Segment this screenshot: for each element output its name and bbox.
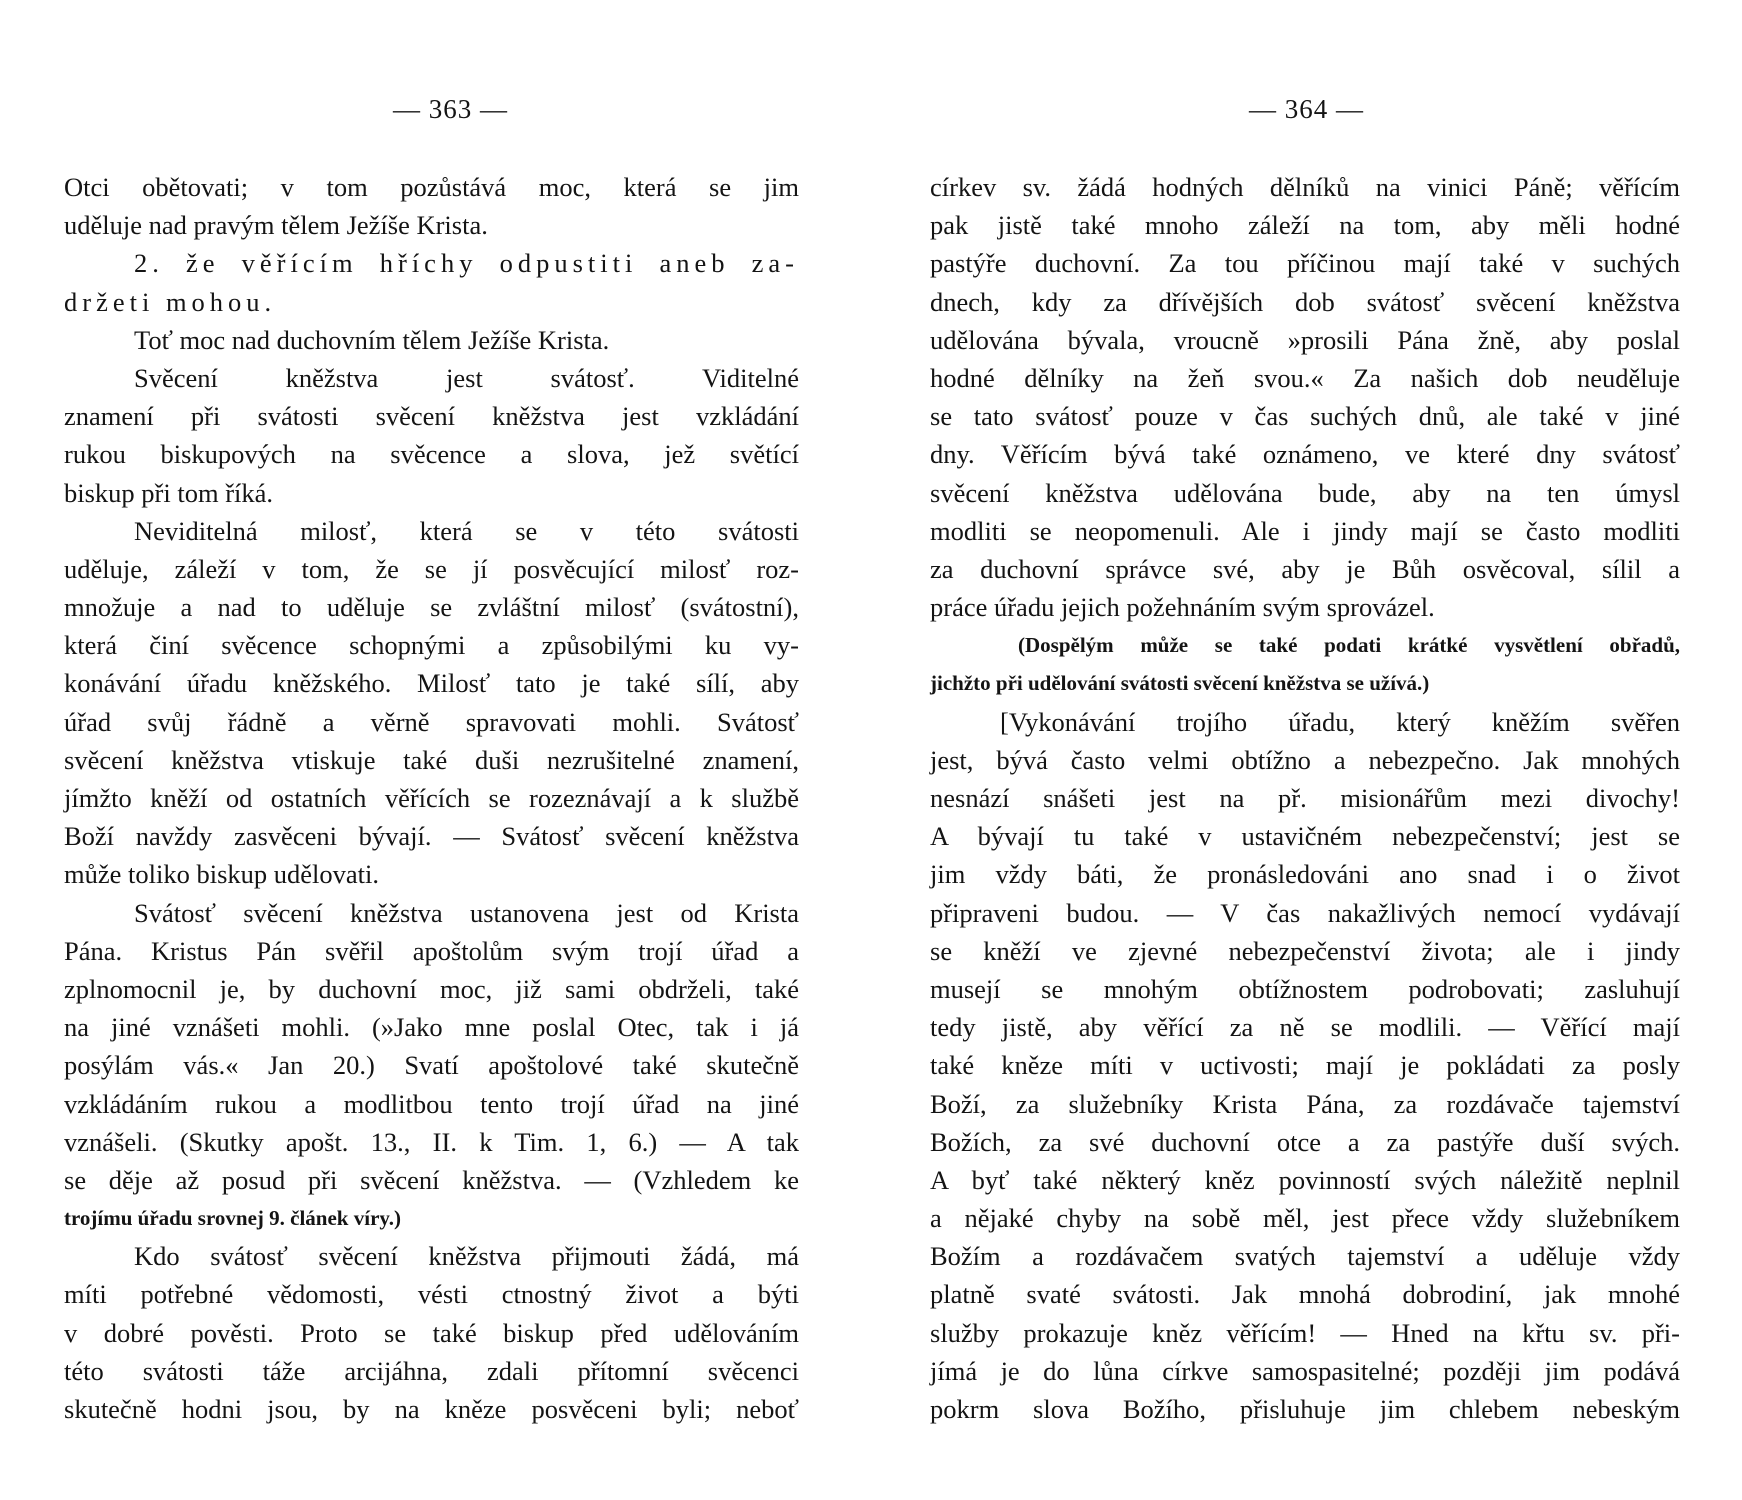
- text-line: A bývají tu také v ustavičném nebezpečenství; jest se: [930, 821, 1680, 852]
- text-line: svěcení kněžstva udělována bude, aby na ten úmysl: [930, 477, 1680, 508]
- text-line: se děje až posud při svěcení kněžstva. — (Vzhledem ke: [64, 1164, 799, 1195]
- text-line: na jiné vznášeti mohli. (»Jako mne poslal Otec, tak i já: [64, 1012, 799, 1043]
- text-line: skutečně hodni jsou, by na kněze posvěceni byli; neboť: [64, 1394, 799, 1424]
- text-line: svěcení kněžstva vtiskuje také duši nezrušitelné znamení,: [64, 744, 799, 775]
- text-line: Svěcení kněžstva jest svátosť. Viditelné: [134, 362, 799, 393]
- text-line: A byť také některý kněz povinností svých náležitě neplnil: [930, 1164, 1680, 1195]
- text-line: Pána. Kristus Pán svěřil apoštolům svým trojí úřad a: [64, 935, 799, 966]
- text-line: znamení při svátosti svěcení kněžstva jest vzkládání: [64, 401, 799, 432]
- text-line: této svátosti táže arcijáhna, zdali přítomní svěcenci: [64, 1355, 799, 1386]
- text-line: 2. že věřícím hříchy odpustiti aneb za-: [134, 248, 799, 279]
- text-line: trojímu úřadu srovnej 9. článek víry.): [64, 1206, 401, 1231]
- text-line: dny. Věřícím bývá také oznámeno, ve které dny svátosť: [930, 439, 1680, 470]
- text-line: udělována bývala, vroucně »prosili Pána žně, aby poslal: [930, 324, 1680, 355]
- text-line: církev sv. žádá hodných dělníků na vinici Páně; věřícím: [930, 172, 1680, 202]
- text-line: míti potřebné vědomosti, vésti ctnostný život a býti: [64, 1279, 799, 1310]
- page-text: [64, 168, 799, 1428]
- text-line: pak jistě také mnoho záleží na tom, aby měli hodné: [930, 210, 1680, 241]
- text-line: uděluje nad pravým tělem Ježíše Krista.: [64, 210, 488, 241]
- page-text: [930, 168, 1680, 1428]
- text-line: tedy jistě, aby věřící za ně se modlili. — Věřící mají: [930, 1012, 1680, 1043]
- text-line: která činí svěcence schopnými a způsobilými ku vy-: [64, 630, 799, 661]
- text-line: zplnomocnil je, by duchovní moc, již sami obdrželi, také: [64, 973, 799, 1004]
- text-line: Božím a rozdávačem svatých tajemství a uděluje vždy: [930, 1241, 1680, 1272]
- text-line: držeti mohou.: [64, 286, 277, 317]
- text-line: pokrm slova Božího, přisluhuje jim chlebem nebeským: [930, 1394, 1680, 1424]
- text-line: a nějaké chyby na sobě měl, jest přece vždy služebníkem: [930, 1203, 1680, 1234]
- text-line: posýlám vás.« Jan 20.) Svatí apoštolové také skutečně: [64, 1050, 799, 1081]
- page-number: — 363 —: [393, 94, 508, 124]
- text-line: musejí se mnohým obtížnostem podrobovati; zasluhují: [930, 973, 1680, 1004]
- text-line: vzkládáním rukou a modlitbou tento trojí úřad na jiné: [64, 1088, 799, 1119]
- text-line: hodné dělníky na žeň svou.« Za našich dob neuděluje: [930, 362, 1680, 393]
- text-line: Božích, za své duchovní otce a za pastýře duší svých.: [930, 1126, 1680, 1157]
- text-line: (Dospělým může se také podati krátké vysvětlení obřadů,: [1018, 633, 1680, 658]
- text-line: připraveni budou. — V čas nakažlivých nemocí vydávají: [930, 897, 1680, 928]
- right-page: [871, 0, 1742, 1500]
- text-line: množuje a nad to uděluje se zvláštní milosť (svátostní),: [64, 592, 799, 623]
- text-line: za duchovní správce své, aby je Bůh osvěcoval, sílil a: [930, 553, 1680, 584]
- text-line: dnech, kdy za dřívějších dob svátosť svěcení kněžstva: [930, 286, 1680, 317]
- text-line: [Vykonávání trojího úřadu, který kněžím svěřen: [1000, 706, 1680, 737]
- page-number: — 364 —: [1249, 94, 1364, 124]
- text-line: úřad svůj řádně a věrně spravovati mohli. Svátosť: [64, 706, 799, 737]
- text-line: Boží navždy zasvěceni bývají. — Svátosť svěcení kněžstva: [64, 821, 799, 852]
- text-line: jim vždy báti, že pronásledováni ano snad i o život: [930, 859, 1680, 890]
- text-line: pastýře duchovní. Za tou příčinou mají také v suchých: [930, 248, 1680, 279]
- text-line: vznášeli. (Skutky apošt. 13., II. k Tim. 1, 6.) — A tak: [64, 1126, 799, 1157]
- text-line: konávání úřadu kněžského. Milosť tato je také sílí, aby: [64, 668, 799, 699]
- text-line: biskup při tom říká.: [64, 477, 274, 508]
- text-line: práce úřadu jejich požehnáním svým sprovázel.: [930, 592, 1435, 623]
- text-line: modliti se neopomenuli. Ale i jindy mají se často modliti: [930, 515, 1680, 546]
- text-line: se kněží ve zjevné nebezpečenství života; ale i jindy: [930, 935, 1680, 966]
- text-line: rukou biskupových na svěcence a slova, jež světící: [64, 439, 799, 470]
- text-line: Kdo svátosť svěcení kněžstva přijmouti žádá, má: [134, 1241, 799, 1272]
- text-line: také kněze míti v uctivosti; mají je pokládati za posly: [930, 1050, 1680, 1081]
- text-line: jímžto kněží od ostatních věřících se rozeznávají a k službě: [64, 783, 799, 813]
- text-line: může toliko biskup udělovati.: [64, 859, 380, 890]
- text-line: služby prokazuje kněz věřícím! — Hned na křtu sv. při-: [930, 1317, 1680, 1348]
- text-line: se tato svátosť pouze v čas suchých dnů, ale také v jiné: [930, 401, 1680, 432]
- text-line: Otci obětovati; v tom pozůstává moc, která se jim: [64, 172, 799, 202]
- text-line: uděluje, záleží v tom, že se jí posvěcující milosť roz-: [64, 553, 799, 584]
- text-line: platně svaté svátosti. Jak mnohá dobrodiní, jak mnohé: [930, 1279, 1680, 1310]
- text-line: Boží, za služebníky Krista Pána, za rozdávače tajemství: [930, 1088, 1680, 1119]
- text-line: nesnází snášeti jest na př. misionářům mezi divochy!: [930, 783, 1680, 813]
- text-line: jest, bývá často velmi obtížno a nebezpečno. Jak mnohých: [930, 744, 1680, 775]
- text-line: v dobré pověsti. Proto se také biskup před udělováním: [64, 1317, 799, 1348]
- text-line: Svátosť svěcení kněžstva ustanovena jest od Krista: [134, 897, 799, 928]
- text-line: jichžto při udělování svátosti svěcení kněžstva se užívá.): [930, 671, 1430, 696]
- text-line: Toť moc nad duchovním tělem Ježíše Krista.: [134, 324, 610, 355]
- text-line: jímá je do lůna církve samospasitelné; později jim podává: [930, 1355, 1680, 1386]
- text-line: Neviditelná milosť, která se v této svátosti: [134, 515, 799, 546]
